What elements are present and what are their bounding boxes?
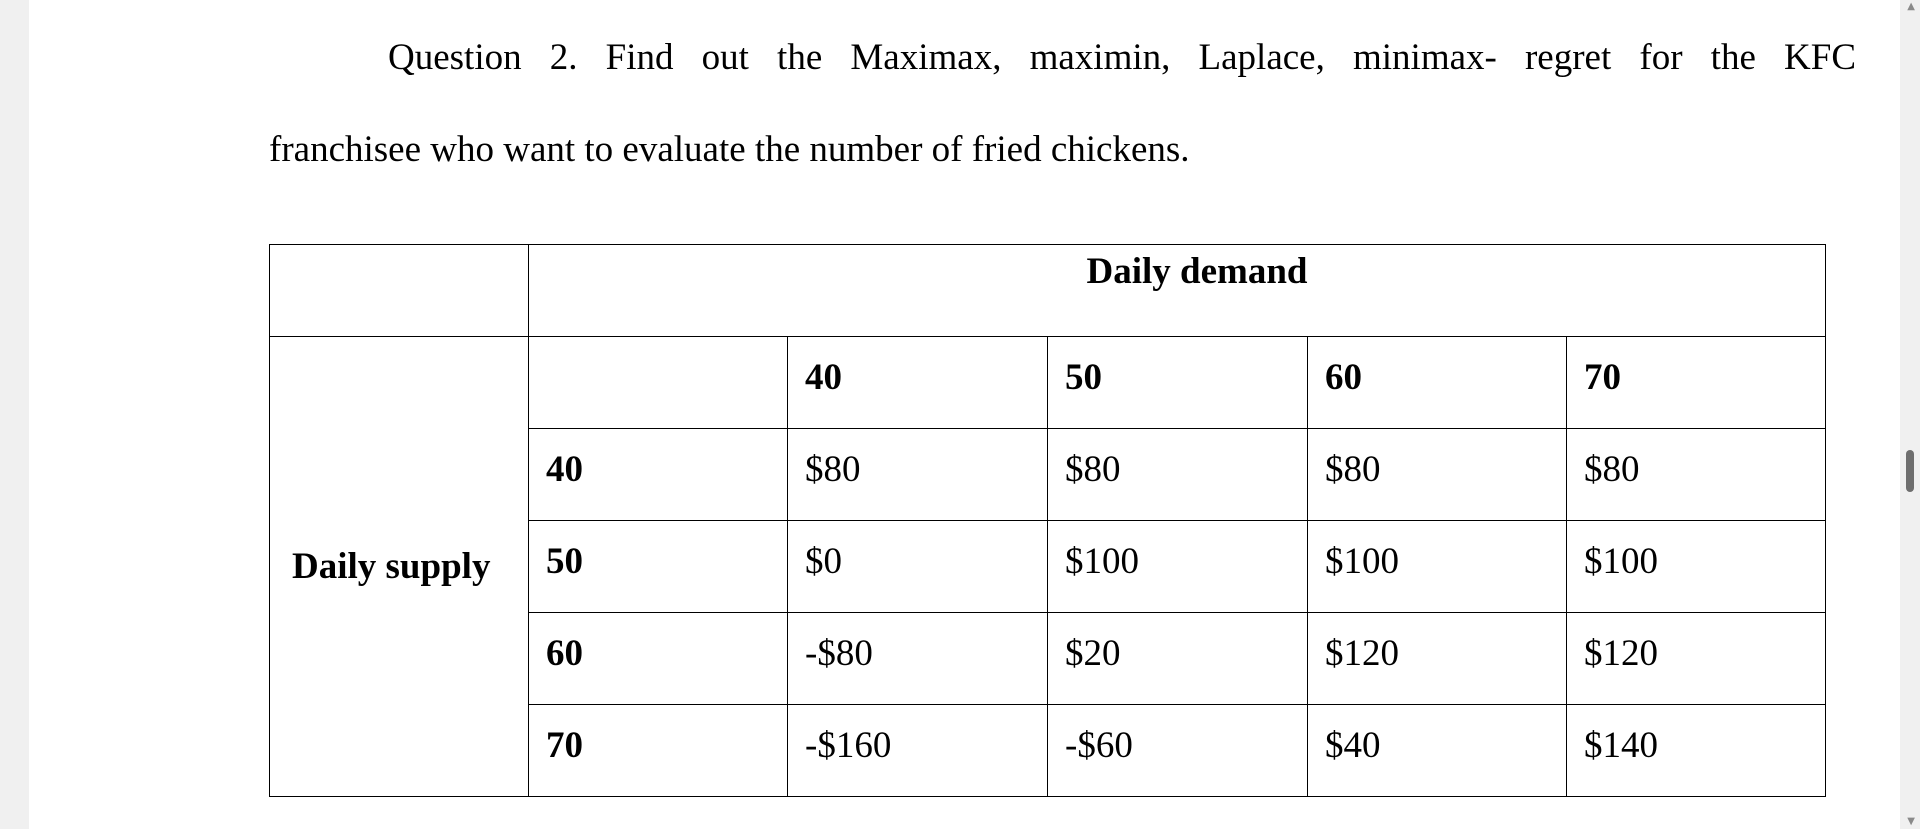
demand-values-row	[270, 337, 1826, 429]
payoff-cell: $140	[1567, 705, 1826, 797]
payoff-cell: $100	[1048, 521, 1308, 613]
supply-value: 70	[529, 705, 788, 797]
demand-value: 60	[1308, 337, 1567, 429]
payoff-cell: -$160	[788, 705, 1048, 797]
demand-value: 40	[788, 337, 1048, 429]
payoff-cell: $100	[1308, 521, 1567, 613]
payoff-cell: $0	[788, 521, 1048, 613]
table-corner-cell	[270, 245, 529, 337]
daily-demand-label: Daily demand	[1086, 251, 1308, 292]
demand-value: 70	[1567, 337, 1826, 429]
scrollbar-thumb[interactable]	[1906, 450, 1914, 492]
vertical-scrollbar[interactable]	[1900, 0, 1920, 829]
scroll-down-arrow-icon[interactable]: ▼	[1907, 816, 1915, 827]
payoff-cell: $80	[1048, 429, 1308, 521]
payoff-cell: $80	[1567, 429, 1826, 521]
payoff-table	[269, 244, 1826, 797]
demand-value: 50	[1048, 337, 1308, 429]
question-text-line-1: Question 2. Find out the Maximax, maximin, Laplace, minimax- regret for the KFC	[388, 37, 1856, 78]
payoff-cell: $80	[788, 429, 1048, 521]
scroll-up-arrow-icon[interactable]: ▲	[1907, 1, 1915, 12]
supply-value: 60	[529, 613, 788, 705]
payoff-cell: $100	[1567, 521, 1826, 613]
payoff-cell: $20	[1048, 613, 1308, 705]
payoff-cell: $40	[1308, 705, 1567, 797]
document-page	[29, 0, 1900, 829]
supply-value: 40	[529, 429, 788, 521]
payoff-cell: -$80	[788, 613, 1048, 705]
question-text-line-2: franchisee who want to evaluate the number of fried chickens.	[269, 129, 1190, 170]
table-header-row	[270, 245, 1826, 337]
payoff-cell: $120	[1567, 613, 1826, 705]
payoff-cell: $80	[1308, 429, 1567, 521]
daily-demand-header	[529, 245, 1826, 337]
daily-supply-header: Daily supply	[270, 337, 529, 797]
payoff-cell: -$60	[1048, 705, 1308, 797]
supply-value: 50	[529, 521, 788, 613]
empty-header-cell	[529, 337, 788, 429]
payoff-cell: $120	[1308, 613, 1567, 705]
